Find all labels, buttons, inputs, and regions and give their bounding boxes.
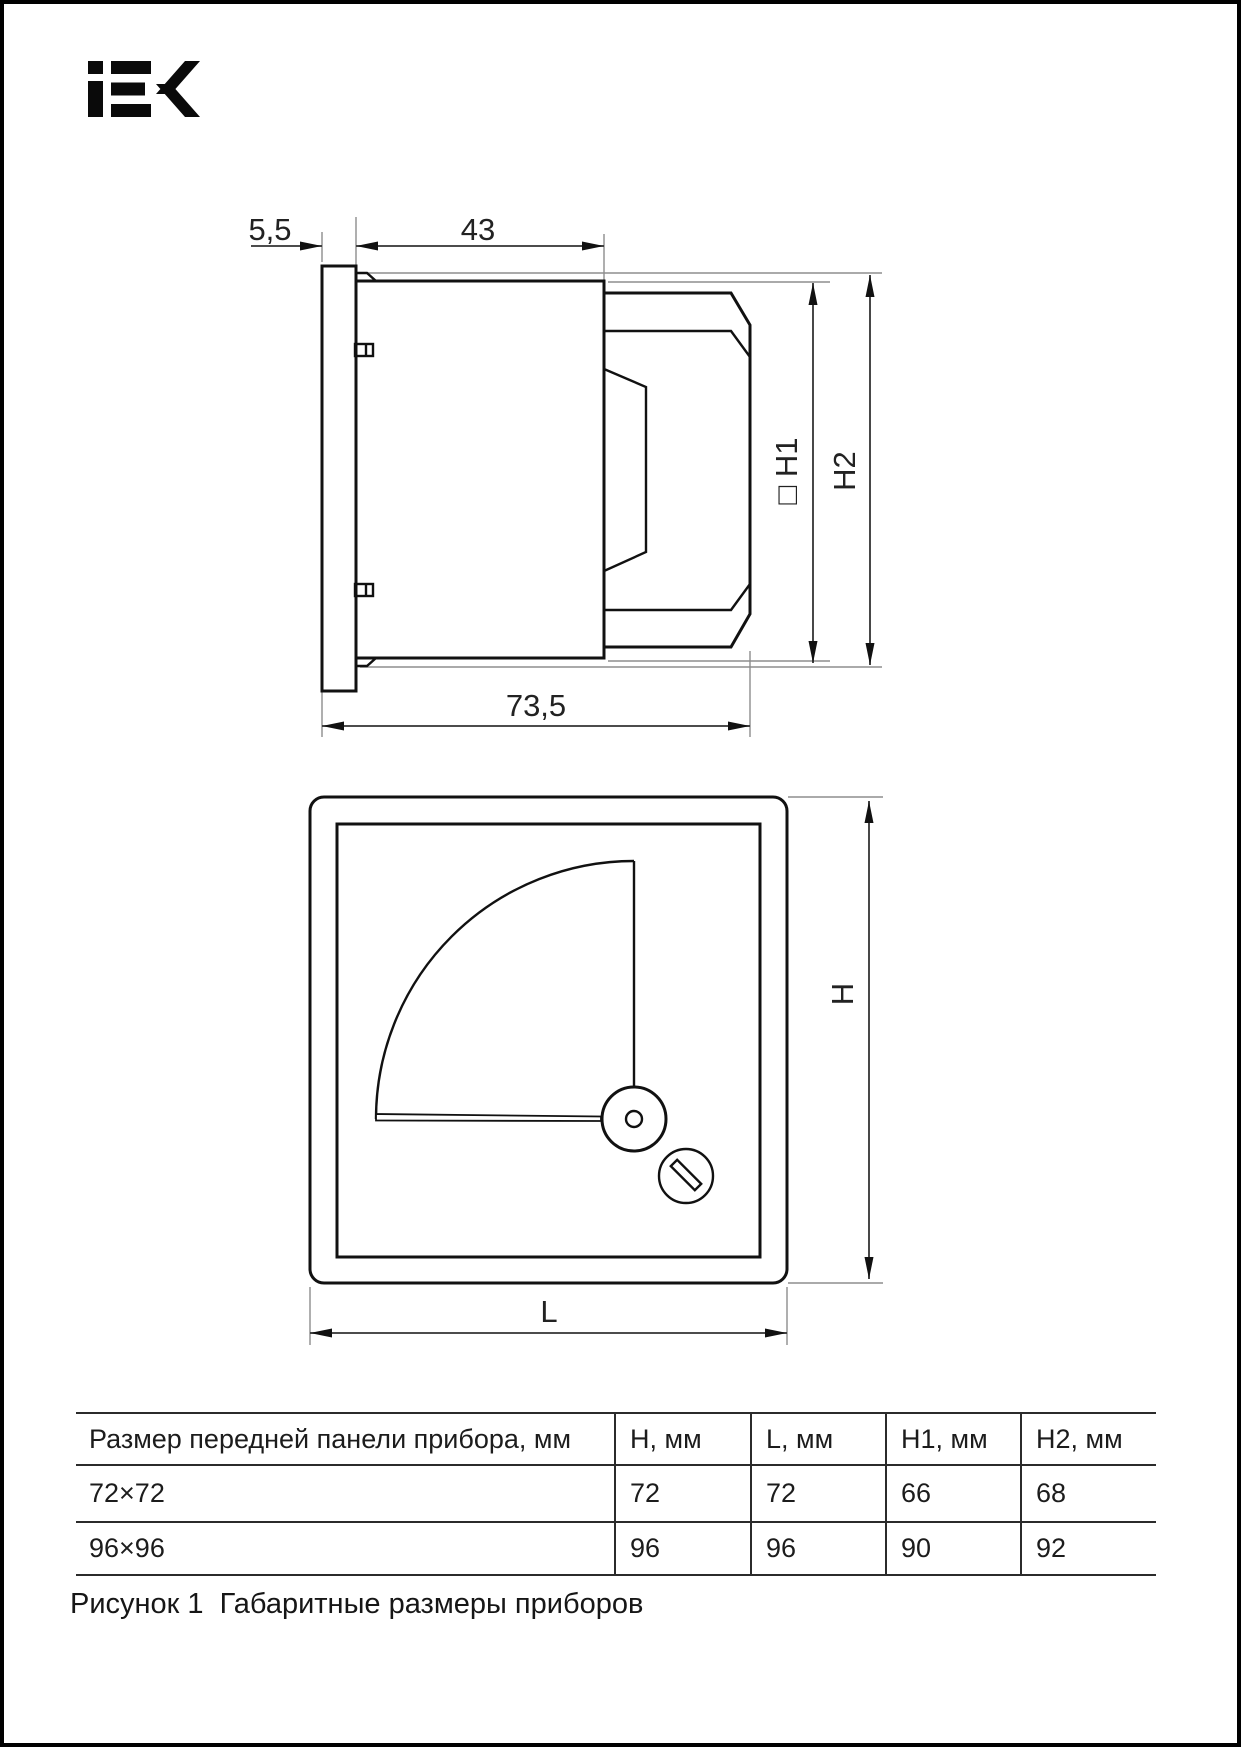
column-header-h2: H2, мм bbox=[1020, 1414, 1156, 1464]
cell-h: 72 bbox=[614, 1466, 750, 1521]
dim-h1 bbox=[769, 283, 818, 663]
front-view-drawing bbox=[310, 797, 883, 1345]
dim-panel-thickness bbox=[248, 212, 322, 251]
table-row bbox=[76, 1466, 1156, 1523]
dim-width-l bbox=[310, 1294, 787, 1338]
arrowhead bbox=[322, 722, 344, 731]
table-header-row bbox=[76, 1414, 1156, 1466]
cell-panel-size: 72×72 bbox=[89, 1478, 165, 1508]
dim-h2 bbox=[827, 275, 875, 665]
dim-label-l: L bbox=[540, 1294, 558, 1329]
arrowhead bbox=[866, 275, 875, 297]
column-header-panel-size: Размер передней панели прибора, мм bbox=[89, 1423, 572, 1454]
arrowhead bbox=[356, 242, 378, 251]
dim-height-h bbox=[825, 801, 874, 1279]
cell-h2: 92 bbox=[1020, 1523, 1156, 1574]
arrowhead bbox=[866, 643, 875, 665]
dim-label-73-5: 73,5 bbox=[505, 688, 567, 723]
meter-body bbox=[356, 281, 604, 658]
dim-label-h: H bbox=[825, 982, 860, 1006]
arrowhead bbox=[728, 722, 750, 731]
arrowhead bbox=[809, 283, 818, 305]
cell-l: 72 bbox=[750, 1466, 885, 1521]
column-header-l: L, мм bbox=[750, 1414, 885, 1464]
side-view-drawing bbox=[248, 212, 882, 737]
front-bezel-outline bbox=[604, 293, 750, 647]
dim-label-h2: H2 bbox=[827, 451, 862, 491]
pointer-pivot-circle bbox=[602, 1087, 666, 1151]
arrowhead bbox=[582, 242, 604, 251]
dim-label-43: 43 bbox=[460, 212, 496, 247]
arrowhead bbox=[310, 1329, 332, 1338]
column-header-h1: H1, мм bbox=[885, 1414, 1020, 1464]
column-header-h: H, мм bbox=[614, 1414, 750, 1464]
dim-total-depth bbox=[322, 688, 750, 731]
arrowhead bbox=[765, 1329, 787, 1338]
cell-h: 96 bbox=[614, 1523, 750, 1574]
cell-h2: 68 bbox=[1020, 1466, 1156, 1521]
mounting-panel-plate bbox=[322, 266, 356, 691]
cell-h1: 66 bbox=[885, 1466, 1020, 1521]
figure-caption: Рисунок 1 Габаритные размеры приборов bbox=[70, 1588, 644, 1620]
table-row bbox=[76, 1523, 1156, 1574]
dimensions-table bbox=[76, 1412, 1156, 1576]
arrowhead bbox=[865, 1257, 874, 1279]
arrowhead bbox=[865, 801, 874, 823]
cell-l: 96 bbox=[750, 1523, 885, 1574]
dim-label-h1: □ H1 bbox=[769, 437, 804, 505]
cell-h1: 90 bbox=[885, 1523, 1020, 1574]
dim-body-depth bbox=[356, 212, 604, 251]
dial-window bbox=[337, 824, 760, 1257]
arrowhead bbox=[300, 242, 322, 251]
arrowhead bbox=[809, 641, 818, 663]
dim-label-5-5: 5,5 bbox=[248, 212, 292, 247]
cell-panel-size: 96×96 bbox=[89, 1533, 165, 1563]
